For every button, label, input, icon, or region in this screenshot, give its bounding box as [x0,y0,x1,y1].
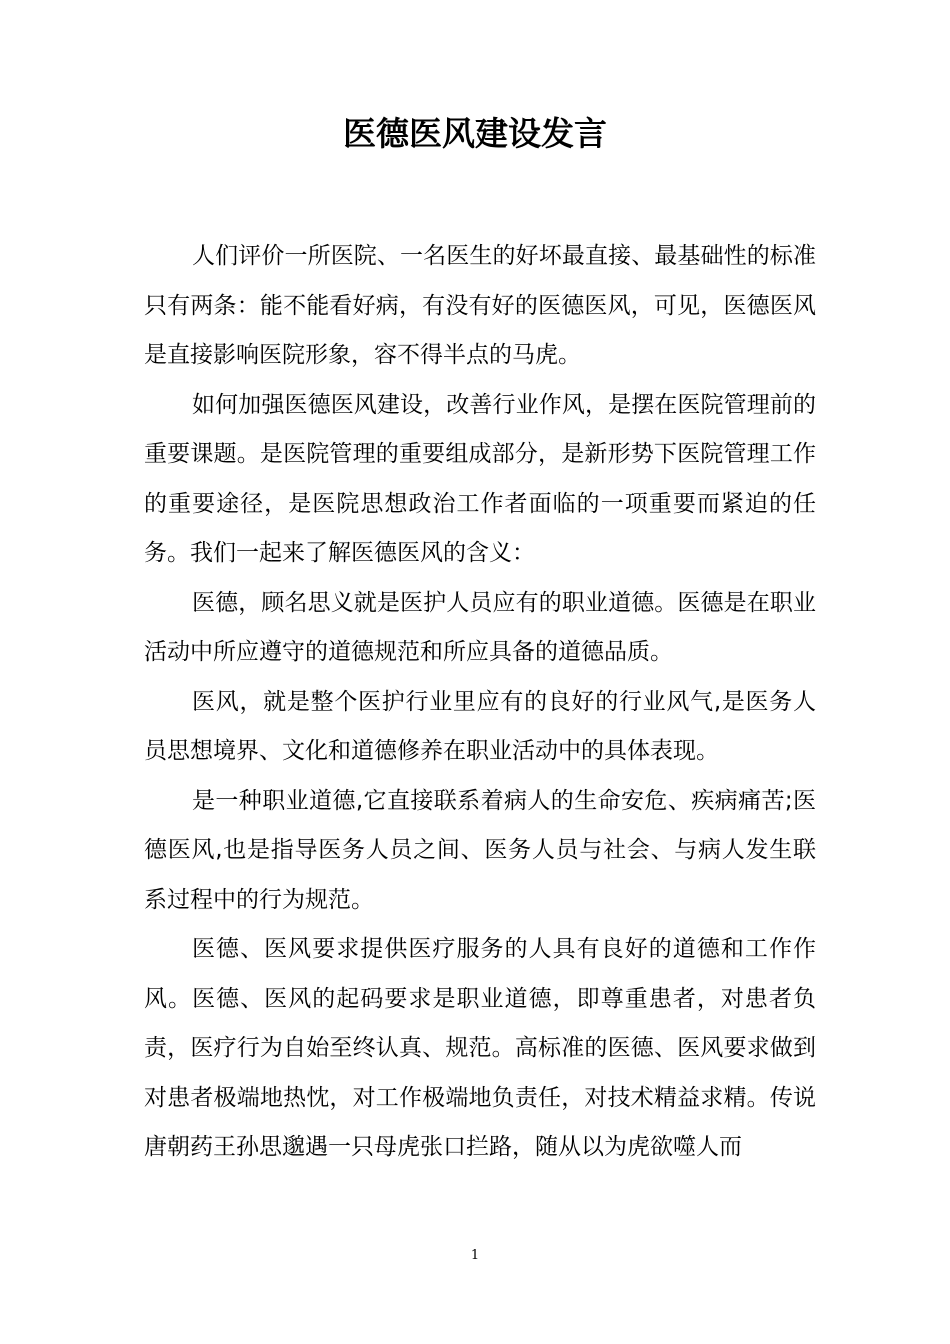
page-number: 1 [470,1248,480,1263]
document-title: 医德医风建设发言 [343,114,607,153]
paragraph-6: 医德、医风要求提供医疗服务的人具有良好的道德和工作作风。医德、医风的起码要求是职业道德，即尊重患者，对患者负责，医疗行为自始至终认真、规范。高标准的医德、医风要求做到对患者极端地热忱，对工作极端地负责任，对技术精益求精。传说唐朝药王孙思邈遇一只母虎张口拦路，随从以为虎欲噬人而 [144,936,816,1160]
paragraph-4: 医风，就是整个医护行业里应有的良好的行业风气,是医务人员思想境界、文化和道德修养在职业活动中的具体表现。 [144,688,816,764]
paragraph-2: 如何加强医德医风建设，改善行业作风，是摆在医院管理前的重要课题。是医院管理的重要组成部分，是新形势下医院管理工作的重要途径，是医院思想政治工作者面临的一项重要而紧迫的任务。我们一起来了解医德医风的含义： [144,391,816,566]
paragraph-3: 医德，顾名思义就是医护人员应有的职业道德。医德是在职业活动中所应遵守的道德规范和所应具备的道德品质。 [144,589,816,665]
paragraph-5: 是一种职业道德,它直接联系着病人的生命安危、疾病痛苦;医德医风,也是指导医务人员之间、医务人员与社会、与病人发生联系过程中的行为规范。 [144,787,816,913]
document-body [144,232,816,1173]
paragraph-1: 人们评价一所医院、一名医生的好坏最直接、最基础性的标准只有两条：能不能看好病，有没有好的医德医风，可见，医德医风是直接影响医院形象，容不得半点的马虎。 [144,243,816,368]
